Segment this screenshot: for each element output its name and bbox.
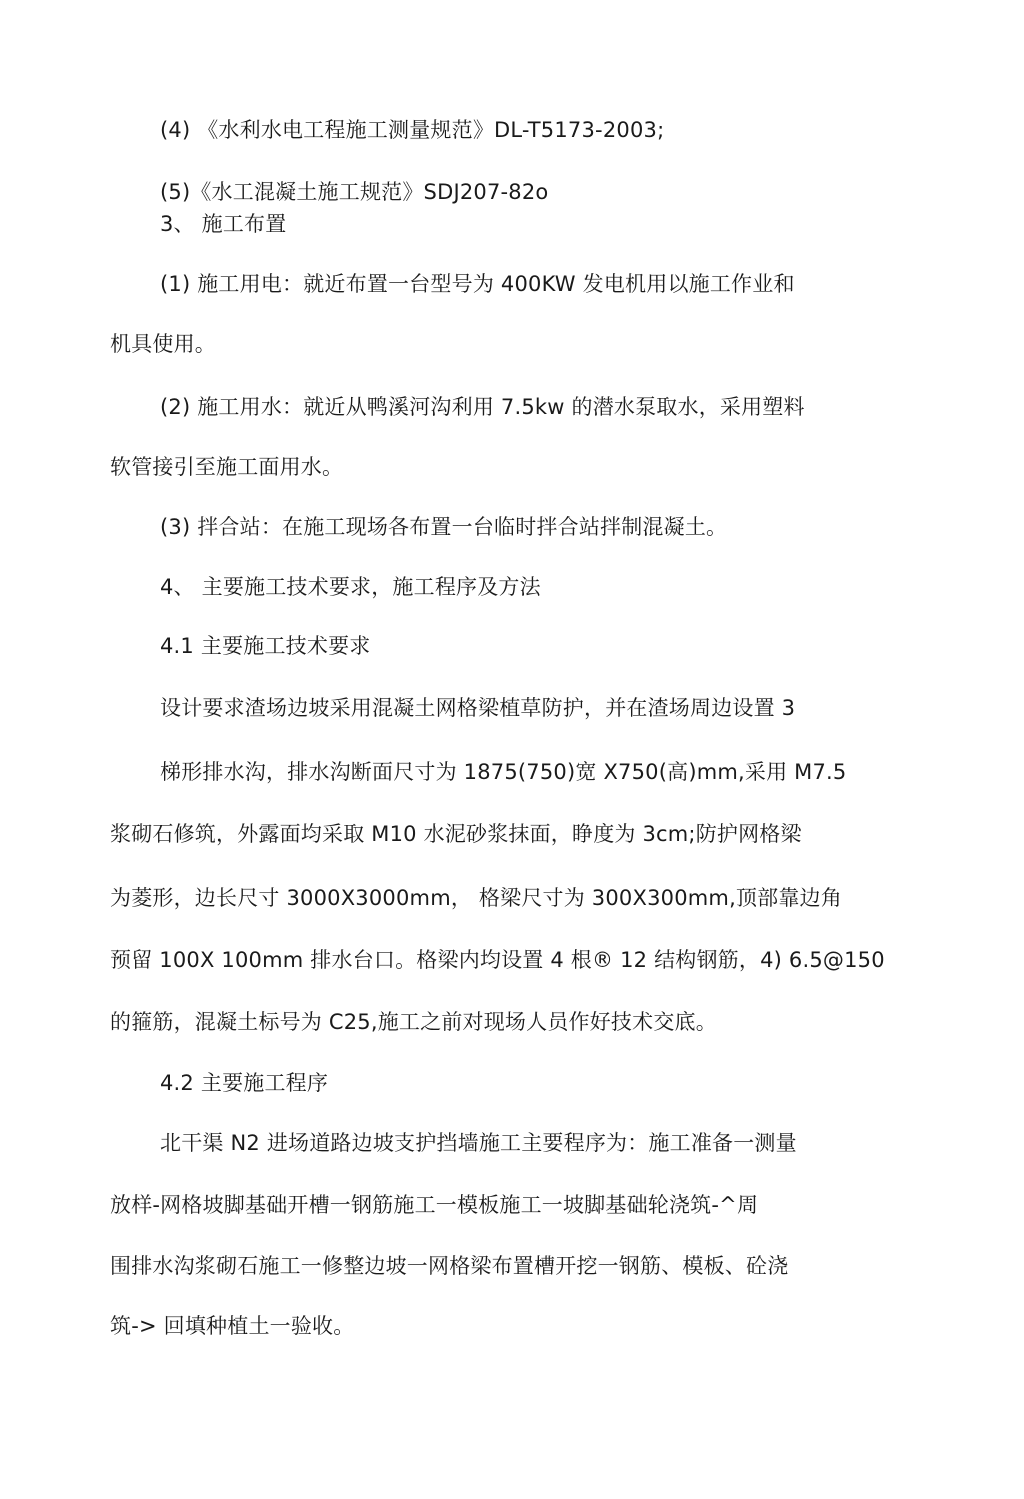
section-heading-4-2: 4.2 主要施工程序 [160, 1071, 329, 1095]
text-line-power-cont: 机具使用。 [110, 332, 216, 356]
text-line-design-6: 的箍筋，混凝土标号为 C25,施工之前对现场人员作好技术交底。 [110, 1010, 717, 1034]
text-line-design-2: 梯形排水沟，排水沟断面尺寸为 1875(750)宽 X750(高)mm,采用 M7.5 [160, 760, 847, 784]
text-line-design-5: 预留 100X 100mm 排水台口。格梁内均设置 4 根® 12 结构钢筋，4) 6.5@150 [110, 948, 885, 972]
text-line-ref-4: (4) 《水利水电工程施工测量规范》DL-T5173-2003; [160, 118, 665, 142]
text-line-procedure-2: 放样-网格坡脚基础开槽一钢筋施工一模板施工一坡脚基础轮浇筑-^周 [110, 1193, 759, 1217]
text-line-procedure-3: 围排水沟浆砌石施工一修整边坡一网格梁布置槽开挖一钢筋、模板、砼浇 [110, 1254, 789, 1278]
section-heading-4-1: 4.1 主要施工技术要求 [160, 634, 371, 658]
text-line-procedure-1: 北干渠 N2 进场道路边坡支护挡墙施工主要程序为：施工准备一测量 [160, 1131, 797, 1155]
text-line-procedure-4: 筑-> 回填种植土一验收。 [110, 1314, 355, 1338]
section-heading-4: 4、 主要施工技术要求，施工程序及方法 [160, 575, 541, 599]
text-line-design-4: 为菱形，边长尺寸 3000X3000mm， 格梁尺寸为 300X300mm,顶部靠边角 [110, 886, 842, 910]
text-line-ref-5: (5)《水工混凝土施工规范》SDJ207-82o [160, 180, 549, 204]
text-line-water: (2) 施工用水：就近从鸭溪河沟利用 7.5kw 的潜水泵取水，采用塑料 [160, 395, 805, 419]
text-line-power: (1) 施工用电：就近布置一台型号为 400KW 发电机用以施工作业和 [160, 272, 795, 296]
text-line-water-cont: 软管接引至施工面用水。 [110, 455, 344, 479]
text-line-design-3: 浆砌石修筑，外露面均采取 M10 水泥砂浆抹面，睁度为 3cm;防护网格梁 [110, 822, 802, 846]
text-line-design-1: 设计要求渣场边坡采用混凝土网格梁植草防护，并在渣场周边设置 3 [160, 696, 796, 720]
text-line-mixing-station: (3) 拌合站：在施工现场各布置一台临时拌合站拌制混凝土。 [160, 515, 728, 539]
section-heading-3: 3、 施工布置 [160, 212, 287, 236]
